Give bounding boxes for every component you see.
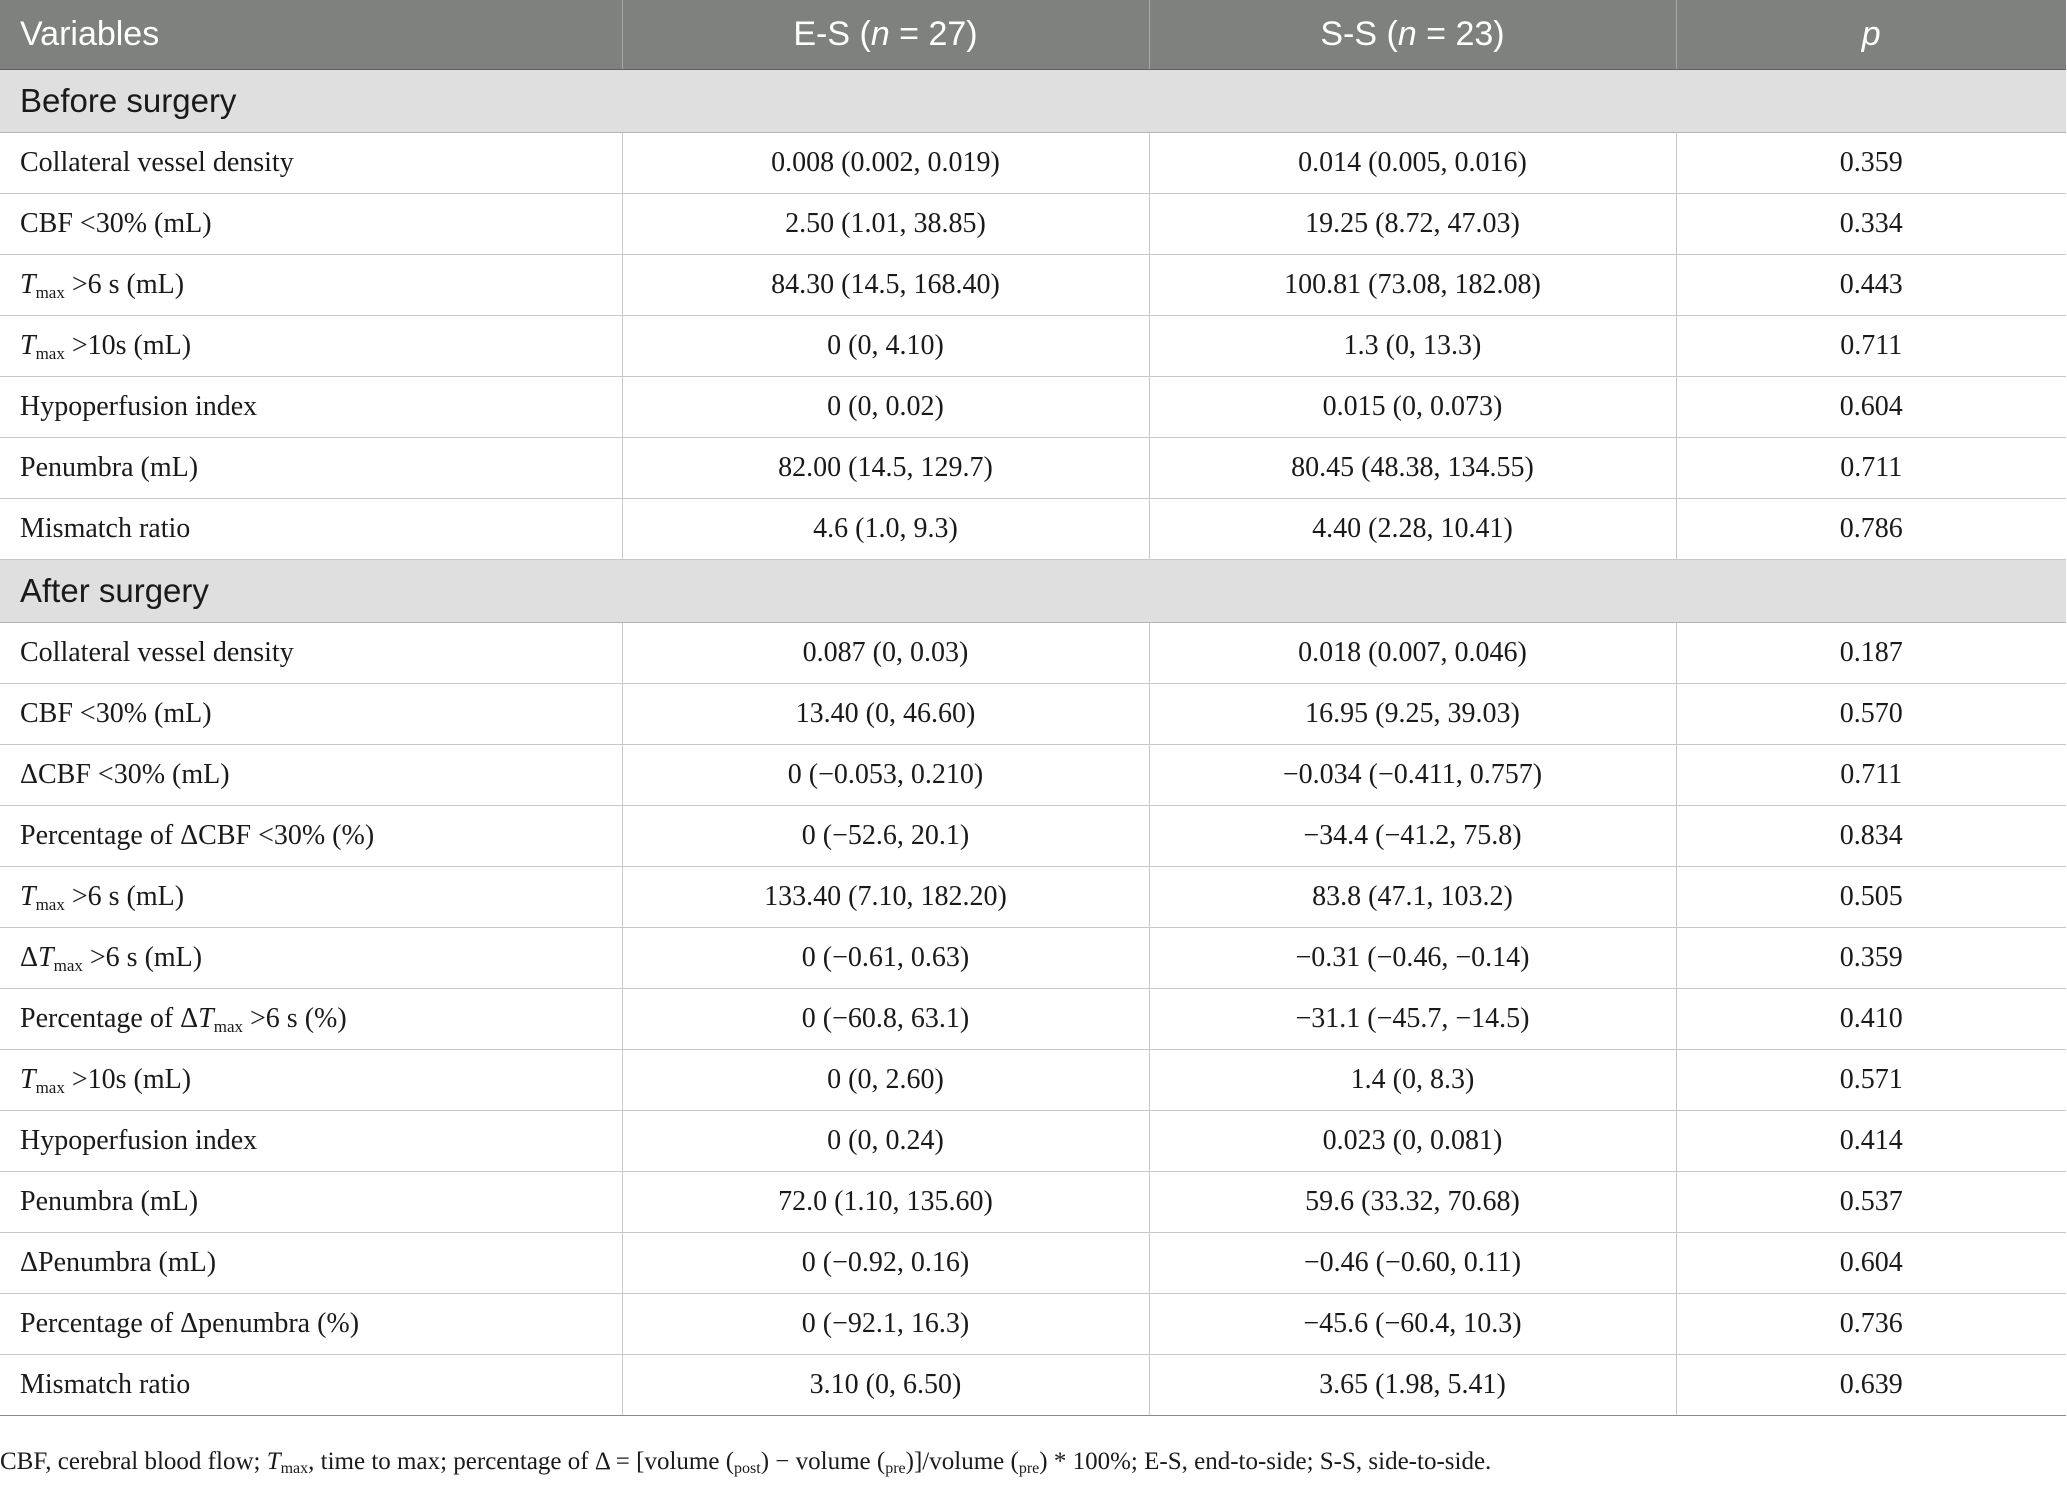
var-subscript: max — [35, 895, 65, 914]
cell-variable: Collateral vessel density — [0, 623, 622, 684]
cell-variable — [0, 1050, 622, 1111]
cell-ss: 1.4 (0, 8.3) — [1149, 1050, 1676, 1111]
cell-p: 0.786 — [1676, 499, 2066, 560]
var-suffix: >6 s (mL) — [82, 942, 203, 973]
cell-variable: CBF <30% (mL) — [0, 684, 622, 745]
section-title: Before surgery — [0, 70, 2066, 133]
header-row — [0, 0, 2066, 70]
var-prefix: Percentage of Δ — [20, 1003, 199, 1034]
cell-variable: Hypoperfusion index — [0, 1111, 622, 1172]
cell-p: 0.187 — [1676, 623, 2066, 684]
cell-ss: 83.8 (47.1, 103.2) — [1149, 867, 1676, 928]
table-row — [0, 867, 2066, 928]
header-ss: S-S (n = 23) — [1149, 0, 1676, 70]
section-title: After surgery — [0, 560, 2066, 623]
header-p: p — [1676, 0, 2066, 70]
footnote: CBF, cerebral blood flow; $T_{max}$, time to max; percentage of Δ = [volume $(_{post})$ − volume $(_{pre})$]/volume $(_{pre}) * 100\%$; E-S, end-to-side; S-S, side-to-side. — [0, 1448, 1492, 1477]
cell-es: 72.0 (1.10, 135.60) — [622, 1172, 1149, 1233]
cell-ss: 4.40 (2.28, 10.41) — [1149, 499, 1676, 560]
cell-es: 0 (0, 4.10) — [622, 316, 1149, 377]
cell-variable — [0, 316, 622, 377]
table-row — [0, 377, 2066, 438]
cell-p: 0.571 — [1676, 1050, 2066, 1111]
cell-ss: 80.45 (48.38, 134.55) — [1149, 438, 1676, 499]
cell-ss: 3.65 (1.98, 5.41) — [1149, 1355, 1676, 1416]
cell-es: 84.30 (14.5, 168.40) — [622, 255, 1149, 316]
table-row — [0, 194, 2066, 255]
cell-p: 0.537 — [1676, 1172, 2066, 1233]
cell-es: 2.50 (1.01, 38.85) — [622, 194, 1149, 255]
table-row — [0, 1294, 2066, 1355]
table-row — [0, 438, 2066, 499]
var-prefix: Δ — [20, 942, 39, 973]
cell-p: 0.359 — [1676, 133, 2066, 194]
var-suffix: >6 s (mL) — [64, 881, 185, 912]
table-row — [0, 316, 2066, 377]
cell-es: 0 (0, 0.02) — [622, 377, 1149, 438]
table-row — [0, 499, 2066, 560]
table-row — [0, 1355, 2066, 1416]
cell-ss: 0.018 (0.007, 0.046) — [1149, 623, 1676, 684]
section-after — [0, 560, 2066, 623]
var-subscript: max — [35, 1078, 65, 1097]
cell-variable — [0, 867, 622, 928]
cell-ss: −0.31 (−0.46, −0.14) — [1149, 928, 1676, 989]
cell-p: 0.711 — [1676, 745, 2066, 806]
var-subscript: max — [35, 344, 65, 363]
cell-variable: Mismatch ratio — [0, 499, 622, 560]
cell-ss: 0.023 (0, 0.081) — [1149, 1111, 1676, 1172]
var-subscript: max — [53, 956, 83, 975]
var-suffix: >6 s (mL) — [64, 269, 185, 300]
table-row — [0, 1233, 2066, 1294]
table-row — [0, 989, 2066, 1050]
var-suffix: >6 s (%) — [243, 1003, 347, 1034]
cell-ss: 1.3 (0, 13.3) — [1149, 316, 1676, 377]
cell-es: 13.40 (0, 46.60) — [622, 684, 1149, 745]
cell-es: 0 (−0.61, 0.63) — [622, 928, 1149, 989]
cell-ss: −0.034 (−0.411, 0.757) — [1149, 745, 1676, 806]
section-before — [0, 70, 2066, 133]
cell-variable — [0, 989, 622, 1050]
table-row — [0, 623, 2066, 684]
cell-es: 0 (−0.92, 0.16) — [622, 1233, 1149, 1294]
var-suffix: >10s (mL) — [64, 330, 192, 361]
cell-p: 0.639 — [1676, 1355, 2066, 1416]
cell-p: 0.570 — [1676, 684, 2066, 745]
cell-es: 0.008 (0.002, 0.019) — [622, 133, 1149, 194]
cell-es: 0 (−0.053, 0.210) — [622, 745, 1149, 806]
table-row — [0, 684, 2066, 745]
var-symbol: T — [20, 1064, 36, 1095]
cell-ss: −31.1 (−45.7, −14.5) — [1149, 989, 1676, 1050]
cell-ss: 100.81 (73.08, 182.08) — [1149, 255, 1676, 316]
var-symbol: T — [20, 330, 36, 361]
cell-p: 0.505 — [1676, 867, 2066, 928]
table-row — [0, 1172, 2066, 1233]
cell-p: 0.711 — [1676, 438, 2066, 499]
cell-variable: Percentage of Δpenumbra (%) — [0, 1294, 622, 1355]
var-symbol: T — [20, 269, 36, 300]
cell-ss: −45.6 (−60.4, 10.3) — [1149, 1294, 1676, 1355]
header-variables: Variables — [0, 0, 622, 70]
table-row — [0, 255, 2066, 316]
table-row — [0, 806, 2066, 867]
cell-ss: 0.015 (0, 0.073) — [1149, 377, 1676, 438]
cell-ss: 0.014 (0.005, 0.016) — [1149, 133, 1676, 194]
cell-variable — [0, 928, 622, 989]
var-suffix: >10s (mL) — [64, 1064, 192, 1095]
var-symbol: T — [20, 881, 36, 912]
cell-ss: −0.46 (−0.60, 0.11) — [1149, 1233, 1676, 1294]
table-row — [0, 1111, 2066, 1172]
cell-p: 0.359 — [1676, 928, 2066, 989]
cell-es: 3.10 (0, 6.50) — [622, 1355, 1149, 1416]
cell-variable — [0, 255, 622, 316]
table-row — [0, 133, 2066, 194]
cell-variable: ΔPenumbra (mL) — [0, 1233, 622, 1294]
table-row — [0, 745, 2066, 806]
cell-variable: Collateral vessel density — [0, 133, 622, 194]
cell-ss: −34.4 (−41.2, 75.8) — [1149, 806, 1676, 867]
cell-ss: 16.95 (9.25, 39.03) — [1149, 684, 1676, 745]
cell-es: 0 (−92.1, 16.3) — [622, 1294, 1149, 1355]
cell-p: 0.334 — [1676, 194, 2066, 255]
cell-p: 0.604 — [1676, 377, 2066, 438]
cell-es: 82.00 (14.5, 129.7) — [622, 438, 1149, 499]
cell-variable: CBF <30% (mL) — [0, 194, 622, 255]
var-subscript: max — [213, 1017, 244, 1036]
cell-p: 0.410 — [1676, 989, 2066, 1050]
var-symbol: T — [38, 942, 54, 973]
cell-p: 0.736 — [1676, 1294, 2066, 1355]
cell-es: 0 (−60.8, 63.1) — [622, 989, 1149, 1050]
cell-variable: ΔCBF <30% (mL) — [0, 745, 622, 806]
cell-ss: 19.25 (8.72, 47.03) — [1149, 194, 1676, 255]
cell-variable: Penumbra (mL) — [0, 438, 622, 499]
cell-ss: 59.6 (33.32, 70.68) — [1149, 1172, 1676, 1233]
cell-variable: Percentage of ΔCBF <30% (%) — [0, 806, 622, 867]
cell-p: 0.834 — [1676, 806, 2066, 867]
cell-es: 133.40 (7.10, 182.20) — [622, 867, 1149, 928]
cell-es: 0 (0, 0.24) — [622, 1111, 1149, 1172]
cell-variable: Hypoperfusion index — [0, 377, 622, 438]
cell-p: 0.711 — [1676, 316, 2066, 377]
cell-p: 0.443 — [1676, 255, 2066, 316]
header-es: E-S (n = 27) — [622, 0, 1149, 70]
cell-variable: Mismatch ratio — [0, 1355, 622, 1416]
var-subscript: max — [35, 283, 65, 302]
cell-es: 0.087 (0, 0.03) — [622, 623, 1149, 684]
table-row — [0, 928, 2066, 989]
cell-p: 0.604 — [1676, 1233, 2066, 1294]
cell-es: 0 (0, 2.60) — [622, 1050, 1149, 1111]
var-symbol: T — [198, 1003, 214, 1034]
cell-es: 4.6 (1.0, 9.3) — [622, 499, 1149, 560]
cell-p: 0.414 — [1676, 1111, 2066, 1172]
cell-es: 0 (−52.6, 20.1) — [622, 806, 1149, 867]
cell-variable: Penumbra (mL) — [0, 1172, 622, 1233]
table-row — [0, 1050, 2066, 1111]
